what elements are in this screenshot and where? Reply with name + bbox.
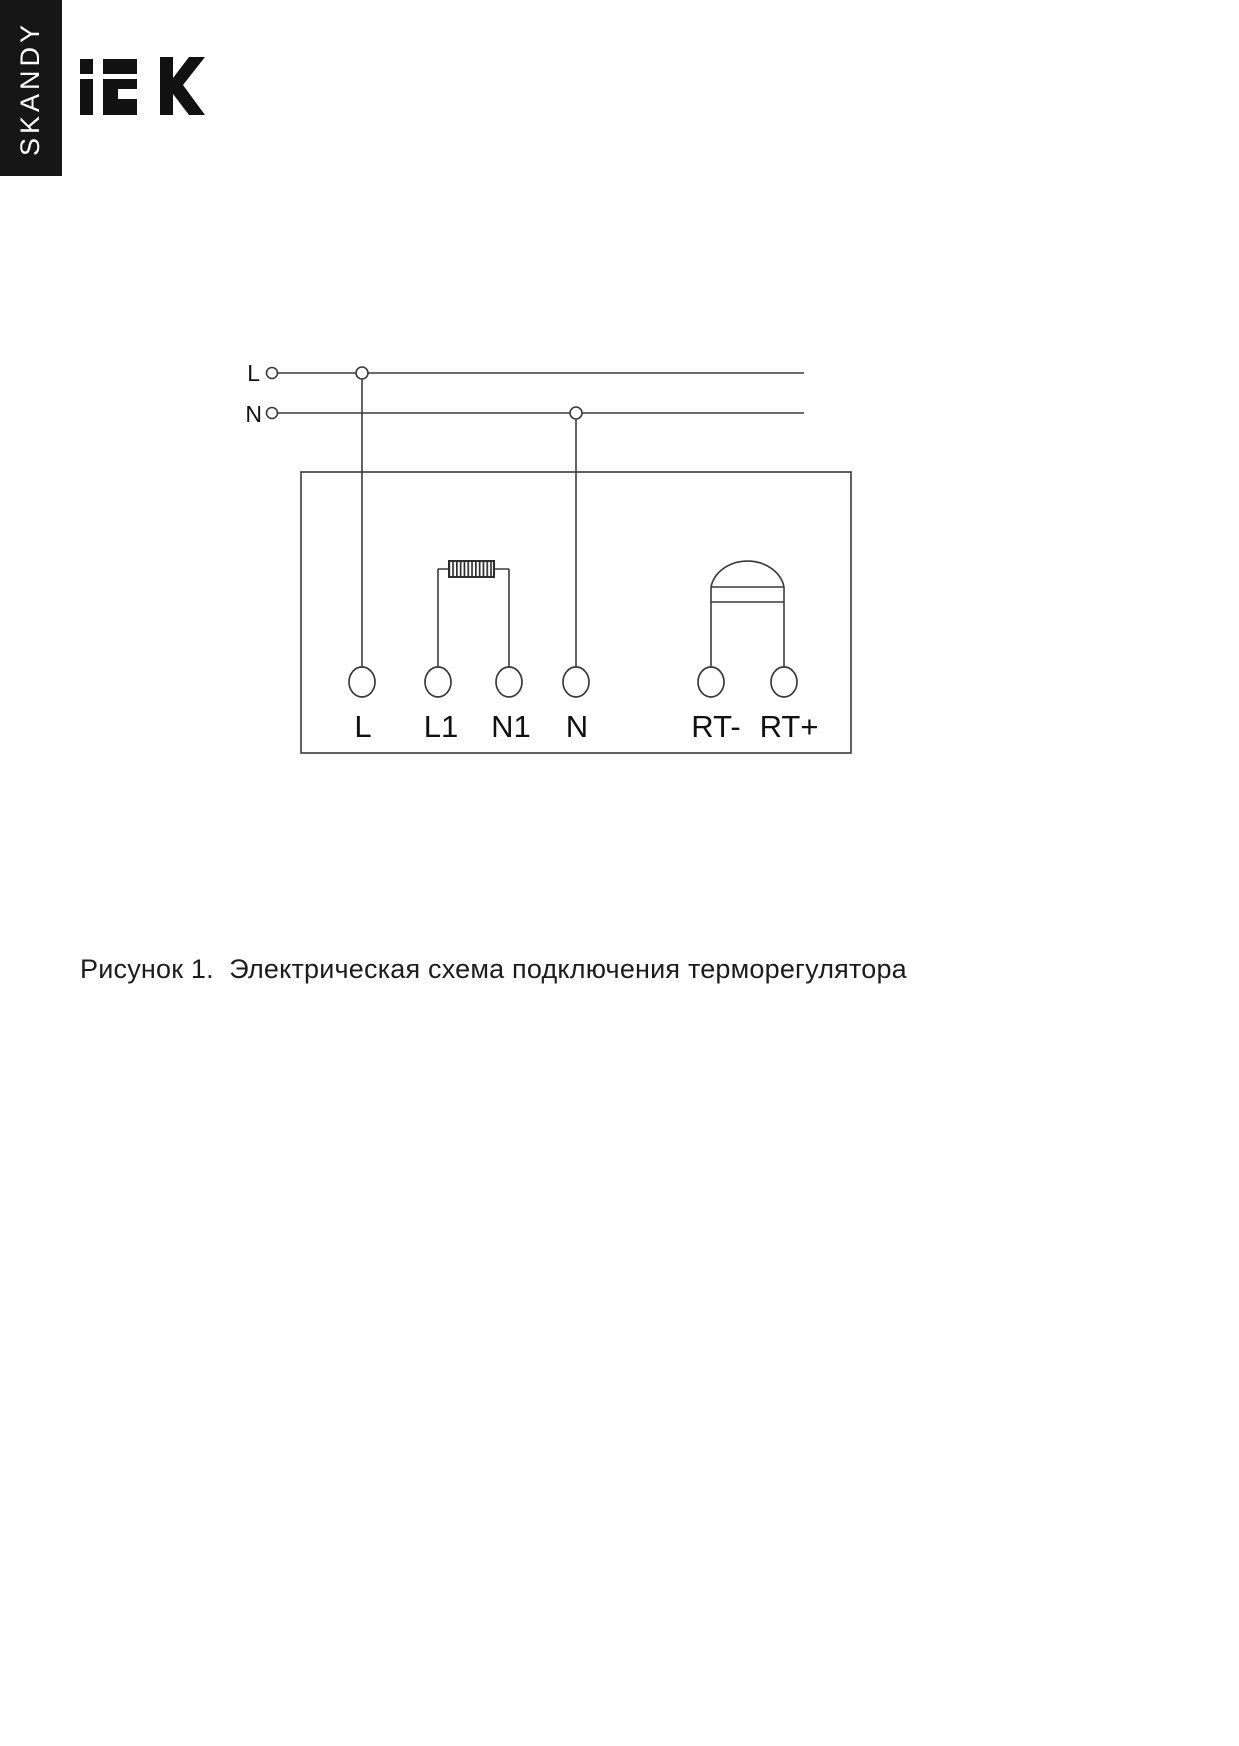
heating-element-symbol [449,561,494,577]
terminal-l [349,667,375,697]
terminal-n [563,667,589,697]
n-junction-node [570,407,582,419]
l-source-terminal-circle [267,368,278,379]
floor-sensor-symbol [711,561,784,667]
l-junction-node [356,367,368,379]
label-terminal-l1: L1 [423,709,459,744]
terminal-n1 [496,667,522,697]
figure-caption: Рисунок 1. Электрическая схема подключения терморегулятора [80,954,907,984]
label-terminal-rt-plus: RT+ [759,709,819,744]
n-source-terminal-circle [267,408,278,419]
terminal-l1 [425,667,451,697]
label-terminal-n: N [565,709,589,744]
label-source-n: N [245,401,262,427]
sensor-dome-arc [711,561,784,587]
label-source-l: L [247,360,260,386]
label-terminal-n1: N1 [491,709,531,744]
label-terminal-rt-minus: RT- [691,709,741,744]
terminal-rt-minus [698,667,724,697]
skandy-banner-label: SKANDY [15,20,46,156]
terminal-rt-plus [771,667,797,697]
label-terminal-l: L [354,709,372,744]
